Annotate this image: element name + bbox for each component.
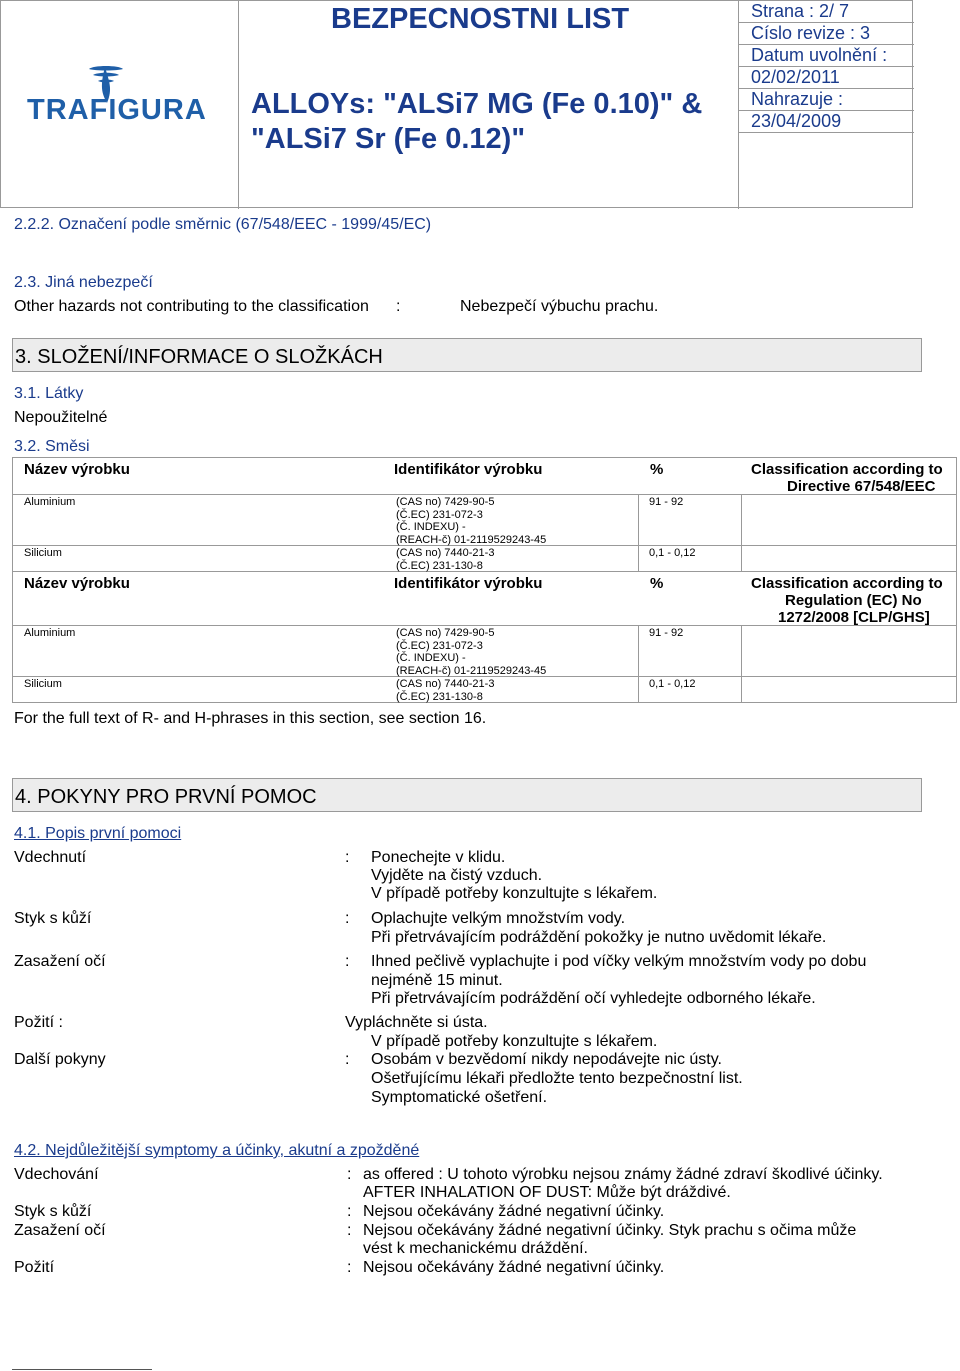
section-3-title-box xyxy=(12,338,922,372)
t2-header-percent: % xyxy=(650,575,664,592)
t2-row2-id-1: (CAS no) 7440-21-3 xyxy=(396,678,495,690)
symptom-line: as offered : U tohoto výrobku nejsou známy žádné zdraví škodlivé účinky. xyxy=(363,1166,883,1183)
t2-row1-name: Aluminium xyxy=(24,627,76,639)
t1-row2-percent: 0,1 - 0,12 xyxy=(649,547,696,559)
substances-value: Nepoužitelné xyxy=(14,409,108,426)
t1-row1-name: Aluminium xyxy=(24,496,76,508)
first-aid-colon: : xyxy=(345,1051,350,1068)
heading-3-1: 3.1. Látky xyxy=(14,385,84,402)
t2-row1-percent: 91 - 92 xyxy=(649,627,684,639)
symptom-line: vést k mechanickému dráždění. xyxy=(363,1240,588,1257)
symptom-colon: : xyxy=(347,1222,352,1239)
t1-header-percent: % xyxy=(650,461,664,478)
product-name-line-2: "ALSi7 Sr (Fe 0.12)" xyxy=(251,123,526,155)
t1-row1-id-1: (CAS no) 7429-90-5 xyxy=(396,496,495,508)
first-aid-label: Požití : xyxy=(14,1014,63,1031)
other-hazards-colon: : xyxy=(396,298,401,315)
first-aid-label: Styk s kůží xyxy=(14,910,92,927)
symptom-line: Nejsou očekávány žádné negativní účinky. Styk prachu s očima může xyxy=(363,1222,857,1239)
product-name-line-1: ALLOYs: "ALSi7 MG (Fe 0.10)" & xyxy=(251,88,703,120)
release-label: Datum uvolnění : xyxy=(739,45,914,67)
t1-row1-id-3: (Č. INDEXU) - xyxy=(396,521,466,533)
t2-row1-id-3: (Č. INDEXU) - xyxy=(396,652,466,664)
t2-row2-percent: 0,1 - 0,12 xyxy=(649,678,696,690)
heading-2-3: 2.3. Jiná nebezpečí xyxy=(14,274,153,291)
document-header xyxy=(0,0,913,208)
t1-row2-id-2: (Č.EC) 231-130-8 xyxy=(396,559,483,572)
logo-wordmark: TRAFIGURA xyxy=(27,94,207,126)
first-aid-line: Ponechejte v klidu. xyxy=(371,849,506,866)
logo-cell xyxy=(1,1,239,209)
t1-row1-percent: 91 - 92 xyxy=(649,496,684,508)
footer-rule xyxy=(12,1369,152,1370)
other-hazards-value: Nebezpečí výbuchu prachu. xyxy=(460,298,659,315)
r-h-phrases-note: For the full text of R- and H-phrases in this section, see section 16. xyxy=(14,710,487,727)
heading-2-2-2: 2.2.2. Označení podle směrnic (67/548/EEC - 1999/45/EC) xyxy=(14,216,432,233)
first-aid-colon: : xyxy=(345,953,350,970)
t1-row1-id-2: (Č.EC) 231-072-3 xyxy=(396,508,483,521)
symptom-label: Požití xyxy=(14,1259,55,1276)
t1-header-classification-2: Directive 67/548/EEC xyxy=(787,478,936,495)
first-aid-line: V případě potřeby konzultujte s lékařem. xyxy=(371,885,658,902)
title-cell xyxy=(239,1,739,209)
first-aid-label: Další pokyny xyxy=(14,1051,106,1068)
symptom-line: Nejsou očekávány žádné negativní účinky. xyxy=(363,1259,665,1276)
first-aid-line: Osobám v bezvědomí nikdy nepodávejte nic ústy. xyxy=(371,1051,722,1068)
release-date: 02/02/2011 xyxy=(739,67,914,89)
symptom-label: Vdechování xyxy=(14,1166,99,1183)
heading-4-2: 4.2. Nejdůležitější symptomy a účinky, akutní a zpožděné xyxy=(14,1142,420,1159)
t2-header-classification-3: 1272/2008 [CLP/GHS] xyxy=(778,609,930,626)
first-aid-label: Zasažení očí xyxy=(14,953,106,970)
t1-header-classification-1: Classification according to xyxy=(751,461,943,478)
first-aid-label: Vdechnutí xyxy=(14,849,87,866)
first-aid-line: Symptomatické ošetření. xyxy=(371,1089,548,1106)
symptom-colon: : xyxy=(347,1259,352,1276)
heading-4-1: 4.1. Popis první pomoci xyxy=(14,825,182,842)
first-aid-colon: : xyxy=(345,910,350,927)
symptom-line: Nejsou očekávány žádné negativní účinky. xyxy=(363,1203,665,1220)
t2-header-classification-1: Classification according to xyxy=(751,575,943,592)
info-blank xyxy=(739,133,914,195)
first-aid-line: Vypláchněte si ústa. xyxy=(345,1014,488,1031)
t1-row2-id-1: (CAS no) 7440-21-3 xyxy=(396,547,495,559)
first-aid-colon: : xyxy=(345,849,350,866)
first-aid-line: Ošetřujícímu lékaři předložte tento bezpečnostní list. xyxy=(371,1070,743,1087)
revision-info xyxy=(739,1,914,195)
first-aid-line: Při přetrvávajícím podráždění pokožky je nutno uvědomit lékaře. xyxy=(371,929,827,946)
other-hazards-label: Other hazards not contributing to the classification xyxy=(14,298,369,315)
t2-row1-id-1: (CAS no) 7429-90-5 xyxy=(396,627,495,639)
t2-header-identifier: Identifikátor výrobku xyxy=(394,575,543,592)
t2-header-classification-2: Regulation (EC) No xyxy=(785,592,922,609)
t1-header-identifier: Identifikátor výrobku xyxy=(394,461,543,478)
first-aid-line: V případě potřeby konzultujte s lékařem. xyxy=(371,1033,658,1050)
replaces-date: 23/04/2009 xyxy=(739,111,914,133)
symptom-label: Zasažení očí xyxy=(14,1222,106,1239)
symptom-label: Styk s kůží xyxy=(14,1203,92,1220)
t1-row2-name: Silicium xyxy=(24,547,62,559)
first-aid-line: nejméně 15 minut. xyxy=(371,972,503,989)
page-number: Strana : 2/ 7 xyxy=(739,1,914,23)
first-aid-line: Ihned pečlivě vyplachujte i pod víčky velkým množstvím vody po dobu xyxy=(371,953,867,970)
t2-row2-id-2: (Č.EC) 231-130-8 xyxy=(396,690,483,703)
t1-row1-id-4: (REACH-č) 01-2119529243-45 xyxy=(396,533,547,546)
document-title: BEZPECNOSTNI LIST xyxy=(331,3,630,35)
t2-row1-id-2: (Č.EC) 231-072-3 xyxy=(396,639,483,652)
heading-3-2: 3.2. Směsi xyxy=(14,438,90,455)
first-aid-line: Oplachujte velkým množstvím vody. xyxy=(371,910,626,927)
section-4-title-box xyxy=(12,778,922,812)
symptom-colon: : xyxy=(347,1166,352,1183)
section-3-title: 3. SLOŽENÍ/INFORMACE O SLOŽKÁCH xyxy=(15,346,383,368)
product-name xyxy=(251,87,702,157)
first-aid-line: Při přetrvávajícím podráždění očí vyhledejte odborného lékaře. xyxy=(371,990,816,1007)
revision-number: Císlo revize : 3 xyxy=(739,23,914,45)
replaces-label: Nahrazuje : xyxy=(739,89,914,111)
t1-header-name: Název výrobku xyxy=(24,461,130,478)
t2-row2-name: Silicium xyxy=(24,678,62,690)
t2-header-name: Název výrobku xyxy=(24,575,130,592)
section-4-title: 4. POKYNY PRO PRVNÍ POMOC xyxy=(15,786,317,808)
t2-row1-id-4: (REACH-č) 01-2119529243-45 xyxy=(396,664,547,677)
symptom-colon: : xyxy=(347,1203,352,1220)
symptom-line: AFTER INHALATION OF DUST: Může být dráždivé. xyxy=(363,1184,731,1201)
first-aid-line: Vyjděte na čistý vzduch. xyxy=(371,867,543,884)
